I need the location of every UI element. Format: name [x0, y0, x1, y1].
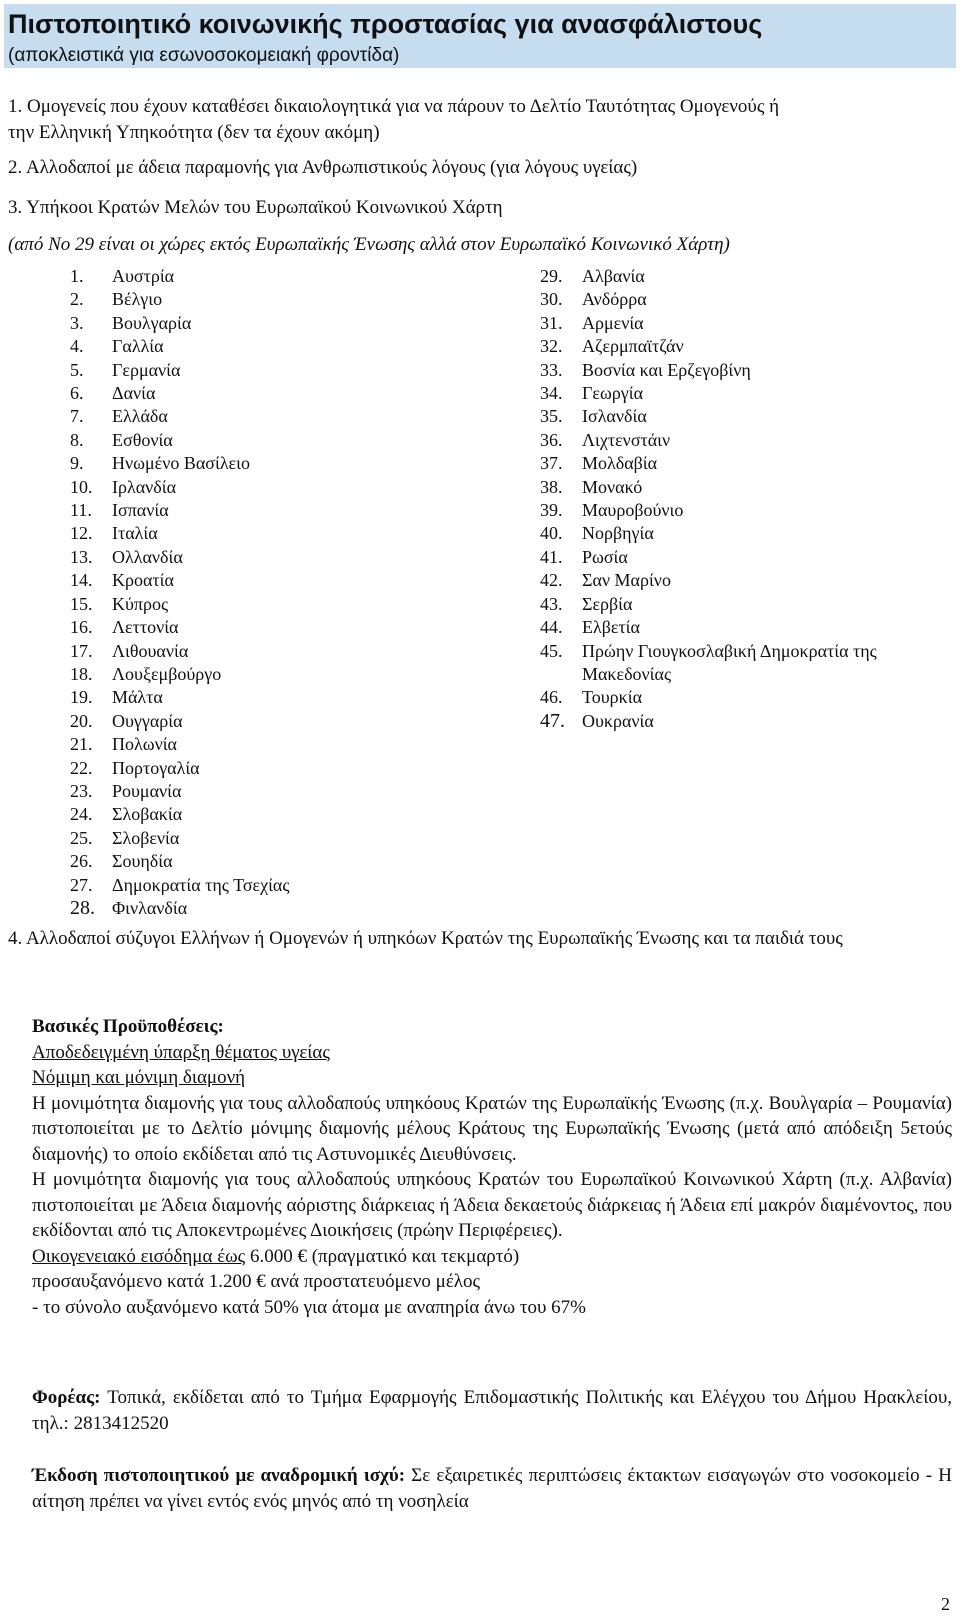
document-title: Πιστοποιητικό κοινωνικής προστασίας για ανασφάλιστους — [8, 9, 763, 39]
country-number: 10. — [70, 476, 93, 497]
country-number: 3. — [70, 312, 84, 333]
country-number: 9. — [70, 453, 84, 474]
country-number: 1. — [70, 266, 84, 286]
country-name: Ολλανδία — [112, 546, 183, 567]
country-number: 18. — [70, 663, 93, 684]
income-increase: προσαυξανόμενο κατά 1.200 € ανά προστατευόμενο μέλος — [32, 1271, 481, 1292]
country-name: Τουρκία — [582, 687, 642, 708]
country-list-item — [540, 312, 922, 335]
country-list-item — [70, 359, 290, 382]
country-list-item — [70, 476, 290, 499]
country-list-item — [70, 288, 290, 311]
country-name: Ιρλανδία — [112, 476, 177, 497]
country-list-item — [70, 382, 290, 405]
income-disability: - το σύνολο αυξανόμενο κατά 50% για άτομα με αναπηρία άνω του 67% — [32, 1296, 586, 1318]
country-name: Μονακό — [582, 476, 643, 497]
income-line — [32, 1244, 952, 1270]
country-number: 13. — [70, 546, 93, 567]
country-number: 12. — [70, 523, 93, 544]
country-name: Φινλανδία — [112, 897, 188, 918]
item-3: 3. Υπήκοοι Κρατών Μελών του Ευρωπαϊκού Κοινωνικού Χάρτη — [8, 197, 503, 218]
country-name: Λουξεμβούργο — [112, 663, 222, 684]
country-name: Κροατία — [112, 570, 174, 591]
country-number: 42. — [540, 570, 563, 591]
country-list-item — [540, 335, 922, 358]
country-name: Μάλτα — [112, 687, 163, 708]
country-list-item — [70, 897, 290, 920]
country-number: 32. — [540, 336, 563, 357]
country-name: Νορβηγία — [582, 523, 654, 544]
retroactive-text: Σε εξαιρετικές περιπτώσεις έκτακτων εισαγωγών στο νοσοκομείο - Η αίτηση πρέπει να γίνει εντός ενός μηνός από τη νοσηλεία — [32, 1465, 952, 1512]
country-list-item — [70, 312, 290, 335]
country-number: 15. — [70, 593, 93, 614]
eu-residence-text: Η μονιμότητα διαμονής για τους αλλοδαπούς υπηκόους Κρατών της Ευρωπαϊκής Ένωσης (π.χ. Βουλγαρία – Ρουμανία) πιστοποιείται με το Δελτίο μόνιμης διαμονής μέλους Κράτους της Ευρωπαϊκής Ένωσης (μετά από απόδειξη 5ετούς διαμονής) το οποίο εκδίδεται από τις Αστυνομικές Διευθύνσεις. — [32, 1092, 952, 1165]
country-list-item — [540, 546, 922, 569]
country-name: Πρώην Γιουγκοσλαβική Δημοκρατία της Μακεδονίας — [582, 640, 877, 684]
country-list-item — [540, 686, 922, 709]
requirements-section — [32, 1014, 952, 1320]
country-list-item — [540, 265, 922, 288]
country-name: Πολωνία — [112, 734, 177, 755]
country-list-item — [70, 803, 290, 826]
country-name: Βουλγαρία — [112, 312, 192, 333]
country-name: Σλοβενία — [112, 827, 180, 848]
country-list-item — [540, 710, 922, 733]
country-number: 7. — [70, 406, 84, 427]
country-name: Λιχτενστάιν — [582, 429, 671, 450]
country-number: 25. — [70, 827, 93, 848]
agency-text: Τοπικά, εκδίδεται από το Τμήμα Εφαρμογής Επιδομαστικής Πολιτικής και Ελέγχου του Δήμου Ηρακλείου, τηλ.: 2813412520 — [32, 1387, 952, 1434]
country-number: 37. — [540, 453, 563, 474]
country-number: 14. — [70, 570, 93, 591]
country-name: Ρωσία — [582, 546, 628, 567]
item-2: 2. Αλλοδαποί με άδεια παραμονής για Ανθρωπιστικούς λόγους (για λόγους υγείας) — [8, 157, 638, 178]
country-number: 39. — [540, 500, 563, 521]
item-3-note: (από Νο 29 είναι οι χώρες εκτός Ευρωπαϊκής Ένωσης αλλά στον Ευρωπαϊκό Κοινωνικό Χάρτη) — [8, 234, 730, 255]
country-list-item — [70, 616, 290, 639]
country-number: 24. — [70, 804, 93, 825]
country-list-item — [540, 476, 922, 499]
country-number: 2. — [70, 289, 84, 310]
country-name: Βοσνία και Ερζεγοβίνη — [582, 359, 751, 380]
retroactive-label: Έκδοση πιστοποιητικού με αναδρομική ισχύ: — [32, 1465, 406, 1486]
country-list-item — [540, 288, 922, 311]
country-list-item — [70, 546, 290, 569]
country-name: Σουηδία — [112, 851, 173, 872]
country-list-item — [70, 757, 290, 780]
country-list-item — [540, 522, 922, 545]
country-list-item — [70, 522, 290, 545]
country-name: Δημοκρατία της Τσεχίας — [112, 874, 290, 895]
country-number: 26. — [70, 851, 93, 872]
country-list-item — [70, 569, 290, 592]
country-list-item — [70, 405, 290, 428]
country-number: 6. — [70, 383, 84, 404]
country-list-item — [70, 335, 290, 358]
country-number: 4. — [70, 336, 84, 357]
country-number: 22. — [70, 757, 93, 778]
country-number: 8. — [70, 429, 84, 450]
country-name: Αρμενία — [582, 312, 644, 333]
country-name: Ουκρανία — [582, 710, 654, 731]
income-label: Οικογενειακό εισόδημα έως — [32, 1245, 246, 1267]
country-list-item — [70, 733, 290, 756]
country-list-item — [540, 499, 922, 522]
country-number: 20. — [70, 710, 93, 731]
country-number: 43. — [540, 593, 563, 614]
charter-residence-text: Η μονιμότητα διαμονής για τους αλλοδαπούς υπηκόους Κρατών του Ευρωπαϊκού Κοινωνικού Χάρτη (π.χ. Αλβανία) πιστοποιείται με Άδεια διαμονής αόριστης διάρκειας ή Άδεια δεκαετούς διάρκειας ή Άδεια επί μακρόν διαμένοντος, που εκδίδονται από τις Αποκεντρωμένες Διοικήσεις (πρώην Περιφέρειες). — [32, 1169, 952, 1241]
country-name: Λεττονία — [112, 617, 179, 638]
country-name: Μολδαβία — [582, 453, 658, 474]
country-list-item — [540, 382, 922, 405]
country-number: 35. — [540, 406, 563, 427]
country-number: 38. — [540, 476, 563, 497]
country-name: Γεωργία — [582, 383, 644, 404]
country-number: 31. — [540, 312, 563, 333]
country-list-item — [70, 710, 290, 733]
country-number: 21. — [70, 734, 93, 755]
country-name: Ιταλία — [112, 523, 158, 544]
country-number: 27. — [70, 874, 93, 895]
country-list-item — [70, 780, 290, 803]
country-name: Μαυροβούνιο — [582, 500, 684, 521]
country-list-item — [70, 593, 290, 616]
country-name: Αλβανία — [582, 266, 645, 286]
country-name: Ηνωμένο Βασίλειο — [112, 453, 250, 474]
country-name: Εσθονία — [112, 429, 173, 450]
eu-country-list — [70, 265, 290, 920]
country-number: 17. — [70, 640, 93, 661]
agency-section — [32, 1385, 952, 1436]
country-name: Αυστρία — [112, 266, 175, 286]
country-name: Γερμανία — [112, 359, 181, 380]
requirements-heading: Βασικές Προϋποθέσεις: — [32, 1016, 224, 1037]
country-name: Ρουμανία — [112, 780, 182, 801]
country-list-item — [540, 359, 922, 382]
country-name: Κύπρος — [112, 593, 169, 614]
country-name: Ανδόρρα — [582, 289, 647, 310]
country-number: 36. — [540, 429, 563, 450]
country-name: Αζερμπαϊτζάν — [582, 336, 684, 357]
country-list-item — [70, 827, 290, 850]
item-1 — [8, 94, 952, 146]
residence-heading: Νόμιμη και μόνιμη διαμονή — [32, 1067, 246, 1088]
country-number: 30. — [540, 289, 563, 310]
country-list-item — [70, 874, 290, 897]
country-list-item — [70, 850, 290, 873]
country-name: Γαλλία — [112, 336, 164, 357]
country-number: 16. — [70, 617, 93, 638]
country-number: 41. — [540, 546, 563, 567]
country-list-item — [70, 499, 290, 522]
item-4: 4. Αλλοδαποί σύζυγοι Ελλήνων ή Ομογενών ή υπηκόων Κρατών της Ευρωπαϊκής Ένωσης και τα παιδιά τους — [8, 928, 843, 949]
item-1-line-1: 1. Ομογενείς που έχουν καταθέσει δικαιολογητικά για να πάρουν το Δελτίο Ταυτότητας Ομογενούς ή — [8, 96, 780, 117]
country-list-item — [70, 452, 290, 475]
country-number: 11. — [70, 500, 92, 521]
country-number: 28. — [70, 896, 95, 919]
retroactive-section — [32, 1463, 952, 1514]
country-number: 33. — [540, 359, 563, 380]
country-number: 23. — [70, 780, 93, 801]
country-name: Ουγγαρία — [112, 710, 183, 731]
country-name: Σερβία — [582, 593, 633, 614]
health-requirement: Αποδεδειγμένη ύπαρξη θέματος υγείας — [32, 1041, 330, 1063]
country-list-item — [70, 429, 290, 452]
country-number: 40. — [540, 523, 563, 544]
country-name: Βέλγιο — [112, 289, 163, 310]
country-list-item — [540, 429, 922, 452]
country-number: 34. — [540, 383, 563, 404]
country-number: 44. — [540, 617, 563, 638]
document-header — [4, 4, 956, 68]
country-name: Ισπανία — [112, 500, 169, 521]
country-number: 45. — [540, 640, 563, 661]
country-list-item — [70, 640, 290, 663]
country-list-item — [540, 452, 922, 475]
country-number: 5. — [70, 359, 84, 380]
country-name: Ελλάδα — [112, 406, 168, 427]
agency-label: Φορέας: — [32, 1387, 101, 1408]
country-list-item — [540, 569, 922, 592]
country-name: Πορτογαλία — [112, 757, 200, 778]
country-number: 29. — [540, 266, 563, 286]
country-list-item — [540, 640, 922, 687]
country-number: 19. — [70, 687, 93, 708]
country-number: 46. — [540, 687, 563, 708]
country-name: Λιθουανία — [112, 640, 189, 661]
country-list-item — [540, 405, 922, 428]
country-number: 47. — [540, 709, 565, 732]
country-name: Ισλανδία — [582, 406, 647, 427]
page-number: 2 — [941, 1594, 950, 1614]
country-list-item — [540, 593, 922, 616]
document-subtitle: (αποκλειστικά για εσωνοσοκομειακή φροντίδα) — [8, 45, 400, 66]
country-list-item — [70, 663, 290, 686]
item-1-line-2: την Ελληνική Υπηκοότητα (δεν τα έχουν ακόμη) — [8, 122, 380, 143]
income-value: 6.000 € (πραγματικό και τεκμαρτό) — [245, 1245, 520, 1267]
country-name: Σλοβακία — [112, 804, 183, 825]
charter-country-list — [540, 265, 922, 733]
country-name: Ελβετία — [582, 617, 640, 638]
country-list-item — [540, 616, 922, 639]
country-list-item — [70, 265, 290, 288]
country-name: Σαν Μαρίνο — [582, 570, 671, 591]
country-list-item — [70, 686, 290, 709]
country-name: Δανία — [112, 383, 156, 404]
